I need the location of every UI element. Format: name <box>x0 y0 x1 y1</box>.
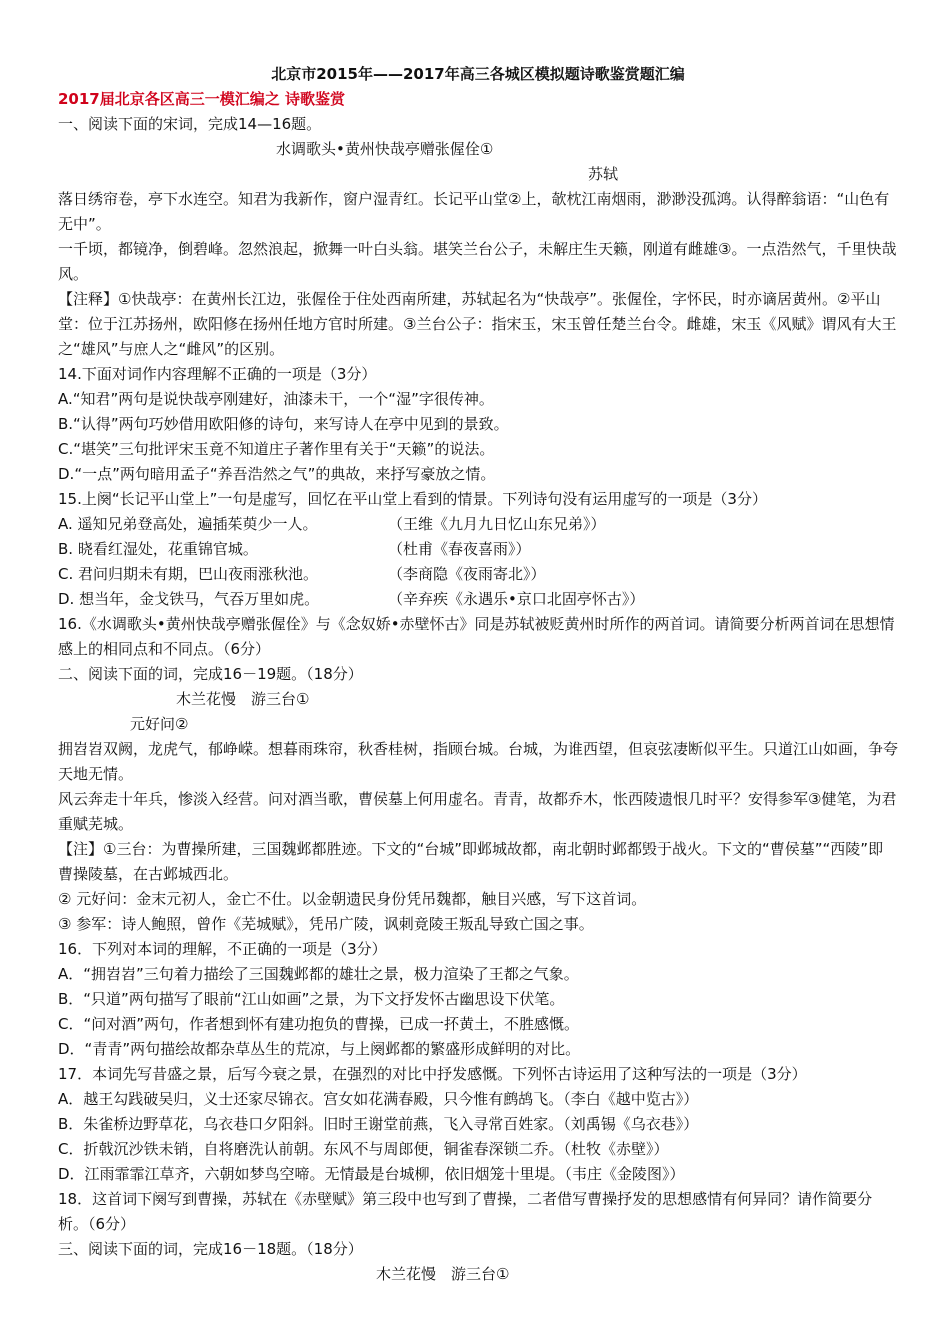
option-text: A. 遥知兄弟登高处，遍插茱萸少一人。 <box>58 515 318 533</box>
question-15-stem: 15.上阕“长记平山堂上”一句是虚写，回忆在平山堂上看到的情景。下列诗句没有运用虚写的一项是（3分） <box>58 490 767 508</box>
question-17-option: A．越王勾践破吴归，义士还家尽锦衣。宫女如花满春殿，只今惟有鹧鸪飞。（李白《越中览古》） <box>58 1090 699 1108</box>
question-16b-option: C．“问对酒”两句，作者想到怀有建功抱负的曹操，已成一抔黄土，不胜感慨。 <box>58 1015 580 1033</box>
document-page <box>58 62 898 1287</box>
question-16-stem: 16.《水调歌头•黄州快哉亭赠张偓佺》与《念奴娇•赤壁怀古》同是苏轼被贬黄州时所作的两首词。请简要分析两首词在思想情感上的相同点和不同点。（6分） <box>58 615 895 658</box>
question-17-option: C．折戟沉沙铁未销，自将磨洗认前朝。东风不与周郎便，铜雀春深锁二乔。（杜牧《赤壁》） <box>58 1140 669 1158</box>
question-14-option: A.“知君”两句是说快哉亭刚建好，油漆未干，一个“湿”字很传神。 <box>58 390 494 408</box>
question-18-stem: 18．这首词下阕写到曹操，苏轼在《赤壁赋》第三段中也写到了曹操，二者借写曹操抒发的思想感情有何异同？请作简要分析。（6分） <box>58 1190 873 1233</box>
question-16b-option: A．“拥岧岧”三句着力描绘了三国魏邺都的雄壮之景，极力渲染了王都之气象。 <box>58 965 579 983</box>
section2-poem-line: 风云奔走十年兵，惨淡入经营。问对酒当歌，曹侯墓上何用虚名。青青，故都乔木，怅西陵遗恨几时平？安得参军③健笔，为君重赋芜城。 <box>58 790 897 833</box>
question-14-option: C.“堪笑”三句批评宋玉竟不知道庄子著作里有关于“天籁”的说法。 <box>58 440 495 458</box>
section1-note: 【注释】①快哉亭：在黄州长江边，张偓佺于住处西南所建，苏轼起名为“快哉亭”。张偓佺，字怀民，时亦谪居黄州。②平山堂：位于江苏扬州，欧阳修在扬州任地方官时所建。③兰台公子：指宋玉，宋玉曾任楚兰台令。雌雄，宋玉《风赋》谓风有大王之“雄风”与庶人之“雌风”的区别。 <box>58 290 897 358</box>
question-15-option <box>58 587 898 612</box>
section3-poem-title: 木兰花慢 游三台① <box>376 1265 510 1283</box>
section2-author: 元好问② <box>130 715 189 733</box>
question-15-option <box>58 512 898 537</box>
section1-intro: 一、阅读下面的宋词，完成14—16题。 <box>58 115 322 133</box>
question-14-option: B.“认得”两句巧妙借用欧阳修的诗句，来写诗人在亭中见到的景致。 <box>58 415 509 433</box>
question-15-option <box>58 537 898 562</box>
question-16b-option: D．“青青”两句描绘故都杂草丛生的荒凉，与上阕邺都的繁盛形成鲜明的对比。 <box>58 1040 581 1058</box>
question-16b-stem: 16．下列对本词的理解，不正确的一项是（3分） <box>58 940 387 958</box>
question-17-stem: 17．本词先写昔盛之景，后写今衰之景，在强烈的对比中抒发感慨。下列怀古诗运用了这种写法的一项是（3分） <box>58 1065 807 1083</box>
question-14-stem: 14.下面对词作内容理解不正确的一项是（3分） <box>58 365 377 383</box>
section2-intro: 二、阅读下面的词，完成16－19题。（18分） <box>58 665 363 683</box>
section1-author: 苏轼 <box>588 165 619 183</box>
section2-poem-title: 木兰花慢 游三台① <box>176 690 310 708</box>
option-text: B. 晓看红湿处，花重锦官城。 <box>58 540 258 558</box>
option-source: （王维《九月九日忆山东兄弟》） <box>388 515 606 533</box>
section1-poem-line: 落日绣帘卷，亭下水连空。知君为我新作，窗户湿青红。长记平山堂②上，欹枕江南烟雨，渺渺没孤鸿。认得醉翁语：“山色有无中”。 <box>58 190 890 233</box>
question-15-option <box>58 562 898 587</box>
option-source: （辛弃疾《永遇乐•京口北固亭怀古》） <box>388 590 645 608</box>
document-title: 北京市2015年——2017年高三各城区模拟题诗歌鉴赏题汇编 <box>271 65 685 83</box>
section3-intro: 三、阅读下面的词，完成16－18题。（18分） <box>58 1240 363 1258</box>
question-15-options <box>58 512 898 612</box>
question-14-option: D.“一点”两句暗用孟子“养吾浩然之气”的典故，来抒写豪放之情。 <box>58 465 496 483</box>
option-source: （杜甫《春夜喜雨》） <box>388 540 531 558</box>
section1-poem-title: 水调歌头•黄州快哉亭赠张偓佺① <box>276 140 494 158</box>
option-source: （李商隐《夜雨寄北》） <box>388 565 546 583</box>
section2-note: ② 元好问：金末元初人，金亡不仕。以金朝遗民身份凭吊魏都，触目兴感，写下这首词。 <box>58 890 647 908</box>
question-16b-option: B．“只道”两句描写了眼前“江山如画”之景，为下文抒发怀古幽思设下伏笔。 <box>58 990 565 1008</box>
section1-poem-line: 一千顷，都镜净，倒碧峰。忽然浪起，掀舞一叶白头翁。堪笑兰台公子，未解庄生天籁，刚道有雌雄③。一点浩然气，千里快哉风。 <box>58 240 897 283</box>
section2-note: 【注】①三台：为曹操所建，三国魏邺都胜迹。下文的“台城”即邺城故都，南北朝时邺都毁于战火。下文的“曹侯墓”“西陵”即曹操陵墓，在古邺城西北。 <box>58 840 884 883</box>
question-17-option: D．江雨霏霏江草齐，六朝如梦鸟空啼。无情最是台城柳，依旧烟笼十里堤。（韦庄《金陵图》） <box>58 1165 685 1183</box>
option-text: D. 想当年，金戈铁马，气吞万里如虎。 <box>58 590 320 608</box>
section2-note: ③ 参军：诗人鲍照，曾作《芜城赋》，凭吊广陵，讽刺竟陵王叛乱导致亡国之事。 <box>58 915 594 933</box>
section2-poem-line: 拥岧岧双阙，龙虎气，郁峥嵘。想暮雨珠帘，秋香桂树，指顾台城。台城，为谁西望，但哀弦凄断似平生。只道江山如画，争夸天地无情。 <box>58 740 899 783</box>
option-text: C. 君问归期未有期，巴山夜雨涨秋池。 <box>58 565 319 583</box>
document-subtitle: 2017届北京各区高三一模汇编之 诗歌鉴赏 <box>58 90 345 108</box>
question-17-option: B．朱雀桥边野草花，乌衣巷口夕阳斜。旧时王谢堂前燕，飞入寻常百姓家。（刘禹锡《乌衣巷》） <box>58 1115 699 1133</box>
